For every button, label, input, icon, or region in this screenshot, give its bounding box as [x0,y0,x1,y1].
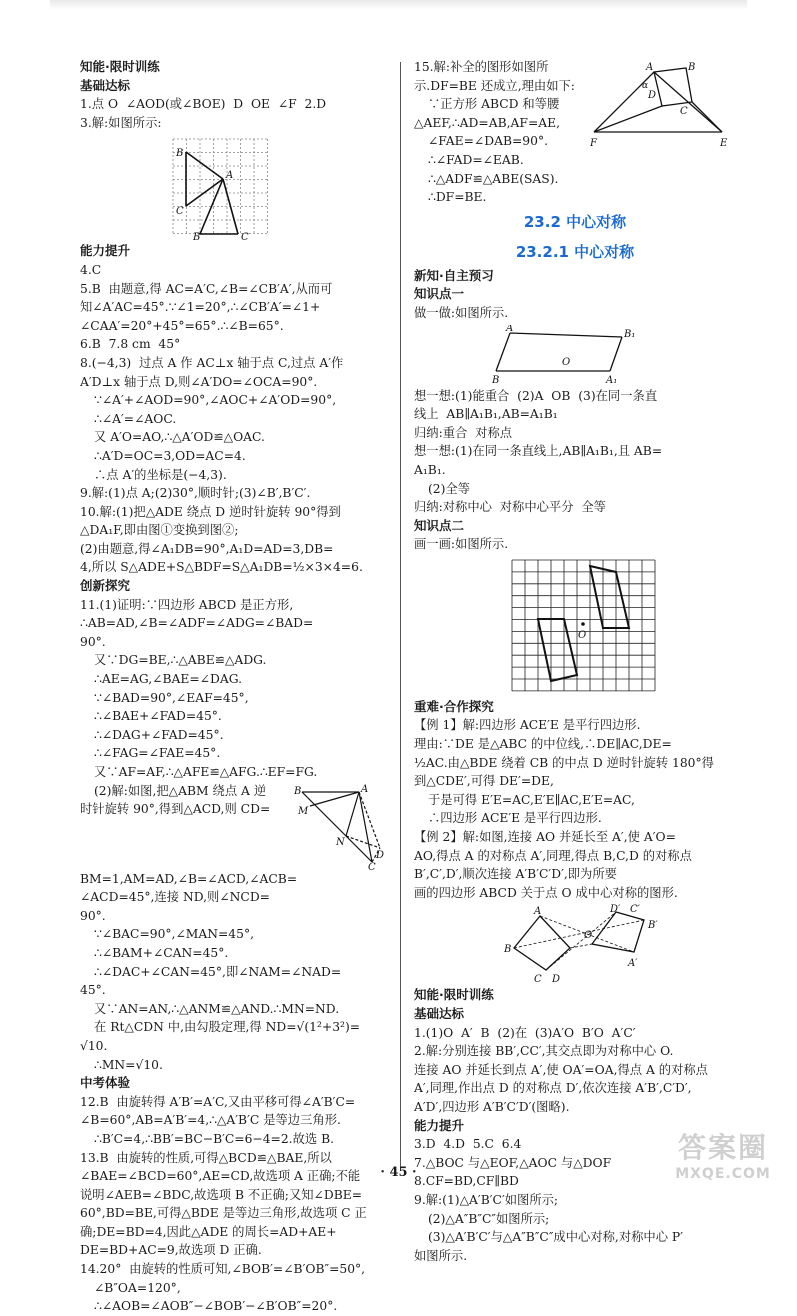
line-text: 做一做:如图所示. [414,305,509,320]
text-line [80,447,386,466]
line-text: 于是可得 E′E=AC,E′E∥AC,E′E=AC, [428,792,635,807]
svg-text:A₁: A₁ [606,374,618,385]
svg-text:α: α [642,81,649,91]
subheading [414,517,736,536]
line-text: 创新探究 [80,578,131,594]
line-text: 2.解:分别连接 BB′,CC′,其交点即为对称中心 O. [414,1044,674,1059]
subheading [80,58,386,77]
text-line [80,744,386,763]
line-text: 归纳:重合 对称点 [414,425,513,440]
line-text: (2)全等 [428,481,471,496]
line-text: A′D⊥x 轴于点 D,则∠A′DO=∠OCA=90°. [80,374,318,389]
text-line [414,884,736,903]
line-text: 12.B 由旋转得 A′B′=A′C,又由平移可得∠A′B′C= [80,1094,356,1109]
line-text: ½AC.由△BDE 绕着 CB 的中点 D 逆时针旋转 180°得 [414,755,714,770]
line-text: 知识点二 [414,517,465,533]
text-line [80,503,386,522]
text-line [414,461,736,480]
text-line [80,428,386,447]
text-line [414,809,736,828]
figure-grid1 [80,134,386,240]
svg-text:C: C [241,232,249,241]
subheading [80,1074,386,1093]
line-text: 又∵AF=AF,∴△AFE≌△AFG.∴EF=FG. [94,765,318,779]
line-text: 重难·合作探究 [414,698,494,714]
text-line [414,847,736,866]
line-text: ∵∠A′+∠AOD=90°,∠AOC+∠A′OD=90°, [94,393,337,408]
line-text: 90°. [80,634,106,649]
line-text: 理由:∵DE 是△ABC 的中位线,∴DE∥AC,DE= [414,737,672,752]
line-text: ∴AE=AG,∠BAE=∠DAG. [94,672,242,687]
line-text: AO,得点 A 的对称点 A′,同理,得点 B,C,D 的对称点 [414,848,692,863]
subheading [414,1005,736,1024]
figure-bow [414,325,736,385]
text-line [80,1297,386,1316]
line-text: ∴MN=√10. [94,1057,163,1072]
text-line [80,484,386,503]
text-line [80,335,386,354]
line-text: 新知·自主预习 [414,267,494,283]
text-line [414,716,736,735]
line-text: ∴∠FAG=∠FAE=45°. [94,746,221,761]
text-line [80,298,386,317]
line-text: DE=BD+AC=9,故选项 D 正确. [80,1243,262,1258]
line-text: 8.(−4,3) 过点 A 作 AC⊥x 轴于点 C,过点 A′作 [80,355,344,370]
section-heading: 23.2.1 中心对称 [515,242,635,261]
line-text: ∴∠DAG+∠FAD=45°. [94,727,224,742]
text-line [414,865,736,884]
subheading [80,577,386,596]
line-text: 能力提升 [414,1117,465,1133]
svg-text:A: A [534,906,542,918]
line-text: B′,C′,D′,顺次连接 A′B′C′D′,即为所要 [414,867,617,882]
svg-text:B: B [176,148,184,160]
line-text: ∴∠A′=∠AOC. [94,411,177,426]
text-line [80,651,386,670]
line-text: ∴A′D=OC=3,OD=AC=4. [94,448,246,463]
line-text: 到△CDE′,可得 DE′=DE, [414,774,554,789]
svg-text:C: C [680,106,688,117]
text-line [80,317,386,336]
line-text: 4,所以 S△ADE+S△BDF=S△A₁DB=½×3×4=6. [80,560,363,575]
line-text: 知能·限时训练 [80,59,160,74]
text-line [414,791,736,810]
line-text: 能力提升 [80,243,131,259]
text-line [414,828,736,847]
line-text: 想一想:(1)在同一条直线上,AB∥A₁B₁,且 AB= [414,444,663,459]
line-text: 4.C [80,262,102,277]
text-line [80,280,386,299]
svg-text:F: F [590,138,597,148]
text-line [80,1279,386,1298]
section-heading: 23.2 中心对称 [523,212,627,231]
svg-text:D′: D′ [610,904,621,916]
line-text: ∵∠BAD=90°,∠EAF=45°, [94,690,249,705]
line-text: 15.解:补全的图形如图所 [414,60,549,74]
line-text: ∴∠DAC+∠CAN=45°,即∠NAM=∠NAD= [94,964,342,979]
text-line [80,888,386,907]
watermark-url: MXQE.COM [675,1166,771,1182]
text-line [80,907,386,926]
line-text: 10.解:(1)把△ADE 绕点 D 逆时针旋转 90°得到 [80,504,341,519]
text-line [414,1247,736,1266]
text-line [80,466,386,485]
figure-grid2 [414,556,736,696]
line-text: △AEF,∴AD=AB,AF=AE, [414,115,561,130]
line-text: 知能·限时训练 [414,987,494,1003]
svg-text:D: D [376,849,385,861]
line-text: 90°. [80,908,106,923]
line-text: 知∠A′AC=45°.∵∠1=20°,∴∠CB′A′=∠1+ [80,300,321,315]
svg-text:A′: A′ [628,958,638,970]
text-line [414,1098,736,1117]
svg-text:D: D [648,90,657,101]
line-text: ∴B′C=4,∴BB′=BC−B′C=6−4=2.故选 B. [94,1131,335,1146]
line-text: ∴∠BAM+∠CAN=45°. [94,945,229,960]
line-text: ∠ACD=45°,连接 ND,则∠NCD= [80,890,270,905]
text-line [414,772,736,791]
svg-text:C′: C′ [630,904,640,916]
subheading [80,242,386,261]
text-line [80,726,386,745]
text-line [80,95,386,114]
text-line [414,498,736,517]
line-text: 又 A′O=AO,∴△A′OD≌△OAC. [94,430,265,445]
text-line [80,1056,386,1075]
text-line [80,1260,386,1279]
line-text: A′,同理,作出点 D 的对称点 D′,依次连接 A′B′,C′D′, [414,1081,692,1096]
watermark-text: 答案圈 [677,1131,768,1164]
svg-text:O: O [578,629,587,641]
line-text: (2)△A″B″C″如图所示; [428,1211,550,1226]
svg-text:B: B [294,785,302,797]
text-line [80,1223,386,1242]
line-text: ∠CAA′=20°+45°=65°.∴∠B=65°. [80,318,284,333]
line-text: ∠FAE=∠DAB=90°. [428,134,549,149]
text-line [80,689,386,708]
page-number: · 45 · [380,1165,417,1180]
svg-text:C: C [176,206,184,218]
svg-text:A: A [646,62,654,73]
line-text: ∴∠FAD=∠EAB. [428,152,524,167]
line-text: 基础达标 [80,77,131,93]
svg-text:O: O [584,930,593,942]
line-text: 1.点 O ∠AOD(或∠BOE) D OE ∠F 2.D [80,97,327,112]
line-text: 6.B 7.8 cm 45° [80,337,181,352]
column-divider [400,62,401,1170]
text-line [80,925,386,944]
text-line [414,754,736,773]
text-line [414,1061,736,1080]
line-text: 45°. [80,983,106,998]
line-text: ∠B″OA=120°, [94,1280,181,1295]
text-line [80,670,386,689]
line-text: ∠B=60°,AB=A′B′=4,∴△A′B′C 是等边三角形. [80,1113,341,1128]
line-text: 画一画:如图所示. [414,537,509,552]
text-line [414,1228,736,1247]
line-text: 7.△BOC 与△EOF,△AOC 与△DOF [414,1155,612,1170]
text-line [80,763,386,782]
line-text: 确;DE=BD=4,因此△ADE 的周长=AD+AE+ [80,1224,337,1239]
line-text: ∴△ADF≌△ABE(SAS). [428,171,559,186]
line-text: 画的四边形 ABCD 关于点 O 成中心对称的图形. [414,885,678,900]
line-text: 3.D 4.D 5.C 6.4 [414,1137,522,1152]
svg-text:M: M [298,805,309,817]
line-text: √10. [80,1038,108,1053]
line-text: 5.B 由题意,得 AC=A′C,∠B=∠CB′A′,从而可 [80,281,333,296]
text-line [80,354,386,373]
svg-text:D: D [552,974,561,985]
figure-quad [414,904,736,984]
line-text: 14.20° 由旋转的性质可知,∠BOB′=∠B′OB″=50°, [80,1262,366,1277]
svg-text:B: B [688,62,696,73]
text-line [80,540,386,559]
line-text: 基础达标 [414,1006,465,1021]
text-line [414,735,736,754]
svg-text:N: N [336,836,345,848]
line-text: 说明∠AEB=∠BDC,故选项 B 不正确;又知∠DBE= [80,1187,363,1202]
line-text: ∴∠AOB=∠AOB″−∠BOB′−∠B′OB″=20°. [94,1299,338,1314]
line-text: (2)由题意,得∠A₁DB=90°,A₁D=AD=3,DB= [80,541,334,556]
text-line [80,373,386,392]
line-text: (3)△A′B′C′与△A″B″C″成中心对称,对称中心 P′ [428,1230,683,1245]
text-line [414,424,736,443]
text-line [80,558,386,577]
text-line [80,410,386,429]
line-text: 在 Rt△CDN 中,由勾股定理,得 ND=√(1²+3²)= [94,1020,361,1035]
line-text: (2)解:如图,把△ABM 绕点 A 逆 [94,783,267,798]
line-text: 线上 AB∥A₁B₁,AB=A₁B₁ [414,407,558,422]
text-line [414,442,736,461]
text-line [80,981,386,1000]
line-text: 9.解:(1)△A′B′C′如图所示; [414,1192,559,1207]
text-line [414,1191,736,1210]
text-line [414,480,736,499]
text-line [80,1018,386,1037]
text-line [414,405,736,424]
line-text: 时针旋转 90°,得到△ACD,则 CD= [80,802,271,817]
text-line [414,170,736,189]
subheading [414,267,736,286]
line-text: 9.解:(1)点 A;(2)30°,顺时针;(3)∠B′,B′C′. [80,486,311,501]
svg-text:A: A [226,170,234,182]
line-text: 连接 AO 并延长到点 A′,使 OA′=OA,得点 A 的对称点 [414,1062,708,1077]
text-line [80,521,386,540]
line-text: 【例 1】解:四边形 ACE′E 是平行四边形. [414,718,641,733]
line-text: ∵∠BAC=90°,∠MAN=45°, [94,927,255,942]
line-text: 11.(1)证明:∵四边形 ABCD 是正方形, [80,597,294,612]
svg-text:B: B [504,944,512,956]
line-text: △DA₁F,即由图①变换到图②; [80,523,239,538]
text-line [80,963,386,982]
line-text: ∴DF=BE. [428,190,487,205]
text-line [414,1210,736,1229]
subheading [414,986,736,1005]
text-line [414,188,736,207]
line-text: ∵正方形 ABCD 和等腰 [428,97,560,112]
line-text: A₁B₁. [414,462,446,477]
text-line [80,707,386,726]
text-line [80,1186,386,1205]
text-line [80,1241,386,1260]
text-line [414,304,736,323]
line-text: 归纳:对称中心 对称中心平分 全等 [414,500,606,515]
text-line [414,1024,736,1043]
text-line [80,1130,386,1149]
line-text: 如图所示. [414,1248,468,1263]
line-text: 60°,BD=BE,可得△BDE 是等边三角形,故选项 C 正 [80,1206,367,1221]
text-line [80,944,386,963]
svg-text:B: B [492,374,500,385]
line-text: 中考体验 [80,1075,131,1091]
text-line [80,261,386,280]
top-scan-band [50,0,747,10]
line-text: 又∵DG=BE,∴△ABE≌△ADG. [94,653,267,668]
svg-text:O: O [562,356,571,368]
left-column [80,58,386,1316]
text-line [80,391,386,410]
svg-text:B: B [193,232,201,241]
line-text: BM=1,AM=AD,∠B=∠ACD,∠ACB= [80,871,298,886]
text-line [80,614,386,633]
line-text: 知识点一 [414,286,465,302]
svg-text:E: E [720,138,728,148]
text-line [414,1042,736,1061]
text-line [80,1093,386,1112]
line-text: ∴点 A′的坐标是(−4,3). [94,467,227,482]
text-line [80,1204,386,1223]
text-line [80,114,386,133]
text-line [80,633,386,652]
line-text: ∴∠BAE+∠FAD=45°. [94,709,222,724]
svg-text:B₁: B₁ [624,328,636,340]
subheading [414,698,736,717]
line-text: 8.CF=BD,CF∥BD [414,1174,519,1189]
text-line [80,1037,386,1056]
text-line [80,1111,386,1130]
svg-text:B′: B′ [648,920,658,932]
line-text: ∠BAE=∠BCD=60°,AE=CD,故选项 A 正确;不能 [80,1169,361,1184]
svg-text:A: A [361,783,369,795]
text-line [414,535,736,554]
line-text: 13.B 由旋转的性质,可得△BCD≌△BAE,所以 [80,1150,332,1165]
line-text: 3.解:如图所示: [80,115,162,130]
text-line [414,387,736,406]
line-text: 示.DF=BE 还成立,理由如下: [414,78,575,93]
watermark-logo [667,1126,779,1182]
svg-text:C: C [534,974,542,985]
svg-text:A: A [506,324,514,334]
right-column [414,58,736,1265]
subheading [80,77,386,96]
line-text: 想一想:(1)能重合 (2)A OB (3)在同一条直 [414,388,658,403]
line-text: 1.(1)O A′ B (2)在 (3)A′O B′O A′C′ [414,1025,636,1040]
line-text: A′D′,四边形 A′B′C′D′(图略). [414,1099,570,1114]
svg-text:C: C [368,861,376,870]
text-line [80,596,386,615]
subheading [414,285,736,304]
text-line [414,1079,736,1098]
text-line [80,1000,386,1019]
text-line [414,151,736,170]
line-text: 【例 2】解:如图,连接 AO 并延长至 A′,使 A′O= [414,830,676,845]
line-text: ∴AB=AD,∠B=∠ADF=∠ADG=∠BAD= [80,616,314,631]
line-text: ∴四边形 ACE′E 是平行四边形. [428,811,602,826]
line-text: 又∵AN=AN,∴△ANM≌△AND.∴MN=ND. [94,1001,340,1016]
